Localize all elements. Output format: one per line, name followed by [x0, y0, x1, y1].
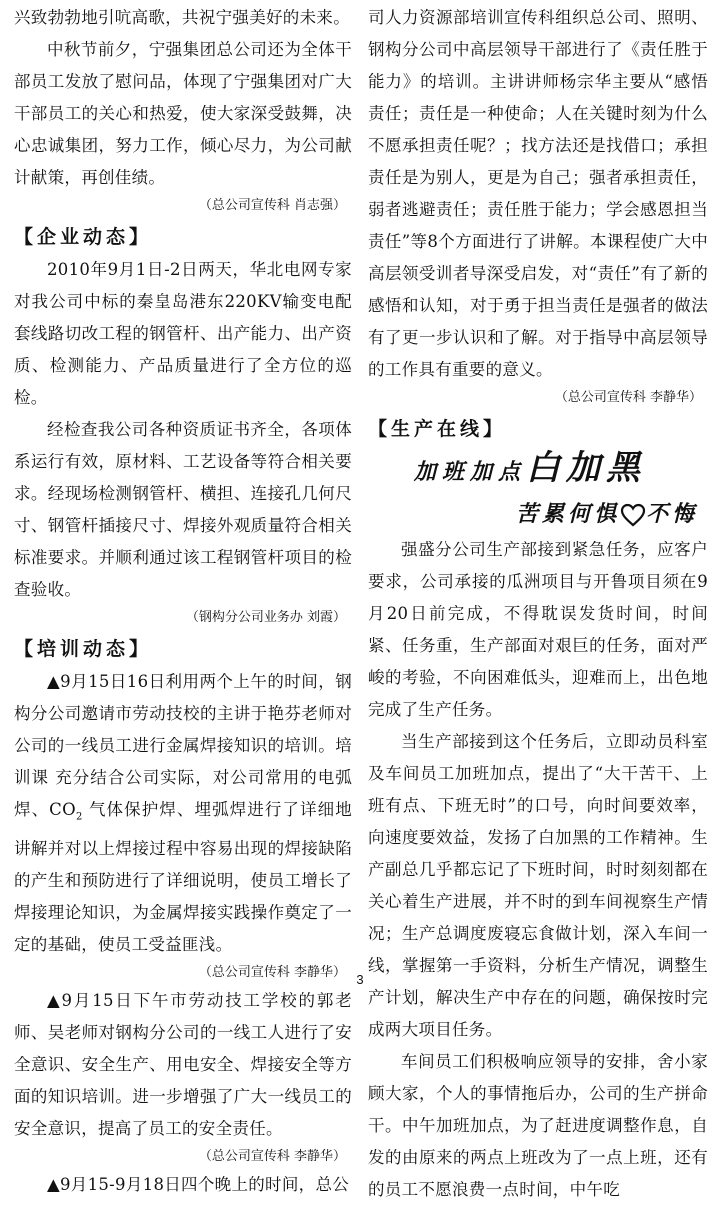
intro-credit: （总公司宣传科 肖志强） [198, 198, 346, 213]
co2-subscript: 2 [75, 811, 83, 823]
training-credit-1: （总公司宣传科 李静华） [198, 965, 346, 981]
training-credit-2: （总公司宣传科 李静华） [198, 1149, 346, 1165]
section-production-online-title: 【生产在线】 [368, 418, 507, 440]
enterprise-news-paragraph-1: 2010年9月1日-2日两天，华北电网专家对我公司中标的秦皇岛港东220KV输变电配套线路切改工程的钢管杆、出产能力、出产资质、检测能力、产品质量进行了全方位的巡检。 [14, 260, 352, 407]
slogan2-part-b: 不悔 [646, 501, 699, 527]
training-continuation-credit: （总公司宣传科 李静华） [554, 390, 702, 405]
left-column [14, 0, 352, 1201]
production-paragraph-2: 当生产部接到这个任务后，立即动员科室及车间员工加班加点，提出了“大干苦干、上班有点、下班无时”的口号，向时间要效率，向速度要效益，发扬了白加黑的工作精神。生产副总几乎都忘记了下班时间，时时刻刻都在关心着生产进展，并不时的到车间视察生产情况；生产总调度废寝忘食做计划，深入车间一线，掌握第一手资料，分析生产情况，调整生产计划，解决生产中存在的问题，确保按时完成两大项目任务。 [368, 732, 708, 1039]
training-p1-part-a: ▲9月15日16日利用两个上午的时间，钢构分公司邀请市劳动技校的主讲于艳芬老师对公司的一线员工进行金属焊接知识的培训。培训课 充分结合公司实际，对公司常用的电弧焊、CO [14, 672, 352, 819]
slogan1-part-b: 白加黑 [526, 448, 647, 488]
enterprise-news-credit: （钢构分公司业务办 刘霞） [185, 610, 346, 625]
training-news-paragraph-1 [14, 666, 352, 961]
slogan-line-2 [368, 494, 708, 534]
training-news-paragraph-3: ▲9月15-9月18日四个晚上的时间，总公 [47, 1175, 350, 1195]
production-paragraph-3: 车间员工们积极响应领导的安排，舍小家顾大家，个人的事情拖后办，公司的生产拼命干。中午加班加点，为了赶进度调整作息，自发的由原来的两点上班改为了一点上班，还有的员工不愿浪费一点时间，中午吃 [368, 1052, 708, 1199]
section-enterprise-news-title: 【企业动态】 [14, 226, 153, 248]
training-p1-part-b: 气体保护焊、埋弧焊进行了详细地讲解并对以上焊接过程中容易出现的焊接缺陷的产生和预防进行了详细说明，使员工增长了焊接理论知识，为金属焊接实践操作奠定了一定的基础，使员工受益匪浅。 [14, 800, 352, 955]
intro-paragraph: 中秋节前夕，宁强集团总公司还为全体干部员工发放了慰问品，体现了宁强集团对广大干部员工的关心和热爱，使大家深受鼓舞，决心忠诚集团，努力工作，倾心尽力，为公司献计献策，再创佳绩。 [14, 40, 352, 187]
production-paragraph-1: 强盛分公司生产部接到紧急任务，应客户要求，公司承接的瓜洲项目与开鲁项目须在9月20日前完成，不得耽误发货时间，时间紧、任务重，生产部面对艰巨的任务，面对严峻的考验，不向困难低头，迎难而上，出色地完成了生产任务。 [368, 540, 708, 719]
heart-icon [620, 503, 646, 527]
slogan2-part-a: 苦累何惧 [516, 501, 621, 527]
slogan-line-1 [368, 446, 708, 494]
section-training-news-title: 【培训动态】 [14, 638, 153, 660]
enterprise-news-paragraph-2: 经检查我公司各种资质证书齐全，各项体系运行有效，原材料、工艺设备等符合相关要求。经现场检测钢管杆、横担、连接孔几何尺寸、钢管杆插接尺寸、焊接外观质量符合相关标准要求。并顺利通过该工程钢管杆项目的检查验收。 [14, 420, 352, 599]
page-number: 3 [356, 972, 364, 987]
intro-continuation: 兴致勃勃地引吭高歌，共祝宁强美好的未来。 [14, 8, 350, 27]
right-column [368, 0, 708, 1206]
slogan1-part-a: 加班加点 [414, 459, 527, 485]
training-news-paragraph-2: ▲9月15日下午市劳动技工学校的郭老师、吴老师对钢构分公司的一线工人进行了安全意识、安全生产、用电安全、焊接安全等方面的知识培训。进一步增强了广大一线员工的安全意识，提高了员工的安全责任。 [14, 991, 352, 1139]
training-continuation: 司人力资源部培训宣传科组织总公司、照明、钢构分公司中高层领导干部进行了《责任胜于能力》的培训。主讲讲师杨宗华主要从“感悟责任；责任是一种使命；人在关键时刻为什么不愿承担责任呢？；找方法还是找借口；承担责任是为别人，更是为自己；强者承担责任，弱者逃避责任；责任胜于能力；学会感恩担当责任”等8个方面进行了讲解。本课程使广大中高层领受训者导深受启发，对“责任”有了新的感悟和认知，对于勇于担当责任是强者的做法有了更一步认识和了解。对于指导中高层领导的工作具有重要的意义。 [368, 8, 708, 379]
